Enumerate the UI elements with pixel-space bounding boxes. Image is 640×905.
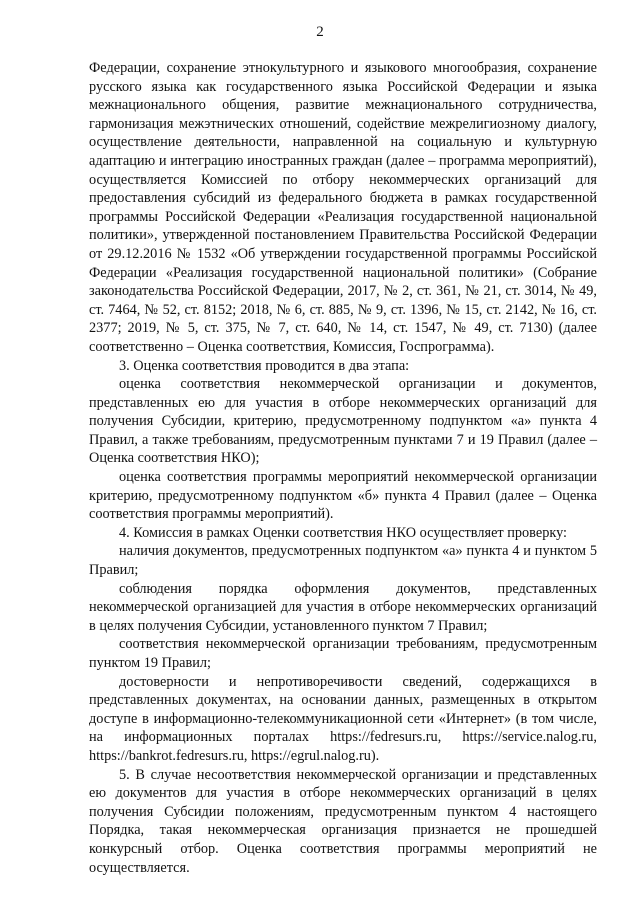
- paragraph-check-reliability: достоверности и непротиворечивости сведений, содержащихся в представленных документах, на основании данных, размещенных в открытом доступе в информационно-телекоммуникационной сети «Интернет» (в том числе, на информационных порталах https://fedresurs.ru, https://service.nalog.ru, https://bankrot.fedresurs.ru, https://egrul.nalog.ru).: [89, 673, 597, 764]
- paragraph-check-requirements: соответствия некоммерческой организации требованиям, предусмотренным пунктом 19 Правил;: [89, 636, 597, 671]
- document-body: [89, 59, 597, 877]
- paragraph-check-documents: наличия документов, предусмотренных подпунктом «а» пункта 4 и пунктом 5 Правил;: [89, 543, 597, 579]
- paragraph-check-order: соблюдения порядка оформления документов, представленных некоммерческой организацией для участия в отборе некоммерческих организаций в целях получения Субсидии, установленного пунктом 7 Правил;: [89, 580, 597, 634]
- paragraph-continuation: Федерации, сохранение этнокультурного и языкового многообразия, сохранение русского языка как государственного языка Российской Федерации и языка межнационального общения, развитие межнационального сотрудничества, гармонизация межэтнических отношений, содействие межрелигиозному диалогу, осуществление деятельности, направленной на социальную и культурную адаптацию и интеграцию иностранных граждан (далее – программа мероприятий), осуществляется Комиссией по отбору некоммерческих организаций для предоставления субсидий из федерального бюджета в рамках государственной программы Российской Федерации «Реализация государственной национальной политики», утвержденной постановлением Правительства Российской Федерации от 29.12.2016 № 1532 «Об утверждении государственной программы Российской Федерации «Реализация государственной национальной политики» (Собрание законодательства Российской Федерации, 2017, № 2, ст. 361, № 21, ст. 3014, № 49, ст. 7464, № 52, ст. 8152; 2018, № 6, ст. 885, № 9, ст. 1396, № 15, ст. 2142, № 16, ст. 2377; 2019, № 5, ст. 375, № 7, ст. 640, № 14, ст. 1547, № 49, ст. 7130) (далее соответственно – Оценка соответствия, Комиссия, Госпрограмма).: [89, 60, 597, 355]
- paragraph-item-3: 3. Оценка соответствия проводится в два этапа:: [119, 357, 410, 374]
- paragraph-stage-1: оценка соответствия некоммерческой организации и документов, представленных ею для участия в отборе некоммерческих организаций для получения Субсидии, критерию, предусмотренному подпунктом «а» пункта 4 Правил, а также требованиям, предусмотренным пунктами 7 и 19 Правил (далее – Оценка соответствия НКО);: [89, 376, 597, 467]
- paragraph-item-4: 4. Комиссия в рамках Оценки соответствия НКО осуществляет проверку:: [119, 524, 568, 541]
- paragraph-item-5: 5. В случае несоответствия некоммерческой организации и представленных ею документов для участия в отборе некоммерческих организаций в целях получения Субсидии положениям, предусмотренным пунктом 4 настоящего Порядка, такая некоммерческая организация признается не прошедшей конкурсный отбор. Оценка соответствия программы мероприятий не осуществляется.: [89, 766, 597, 876]
- page-number: 2: [316, 24, 324, 40]
- paragraph-stage-2: оценка соответствия программы мероприятий некоммерческой организации критерию, предусмотренному подпунктом «б» пункта 4 Правил (далее – Оценка соответствия программы мероприятий).: [89, 469, 597, 523]
